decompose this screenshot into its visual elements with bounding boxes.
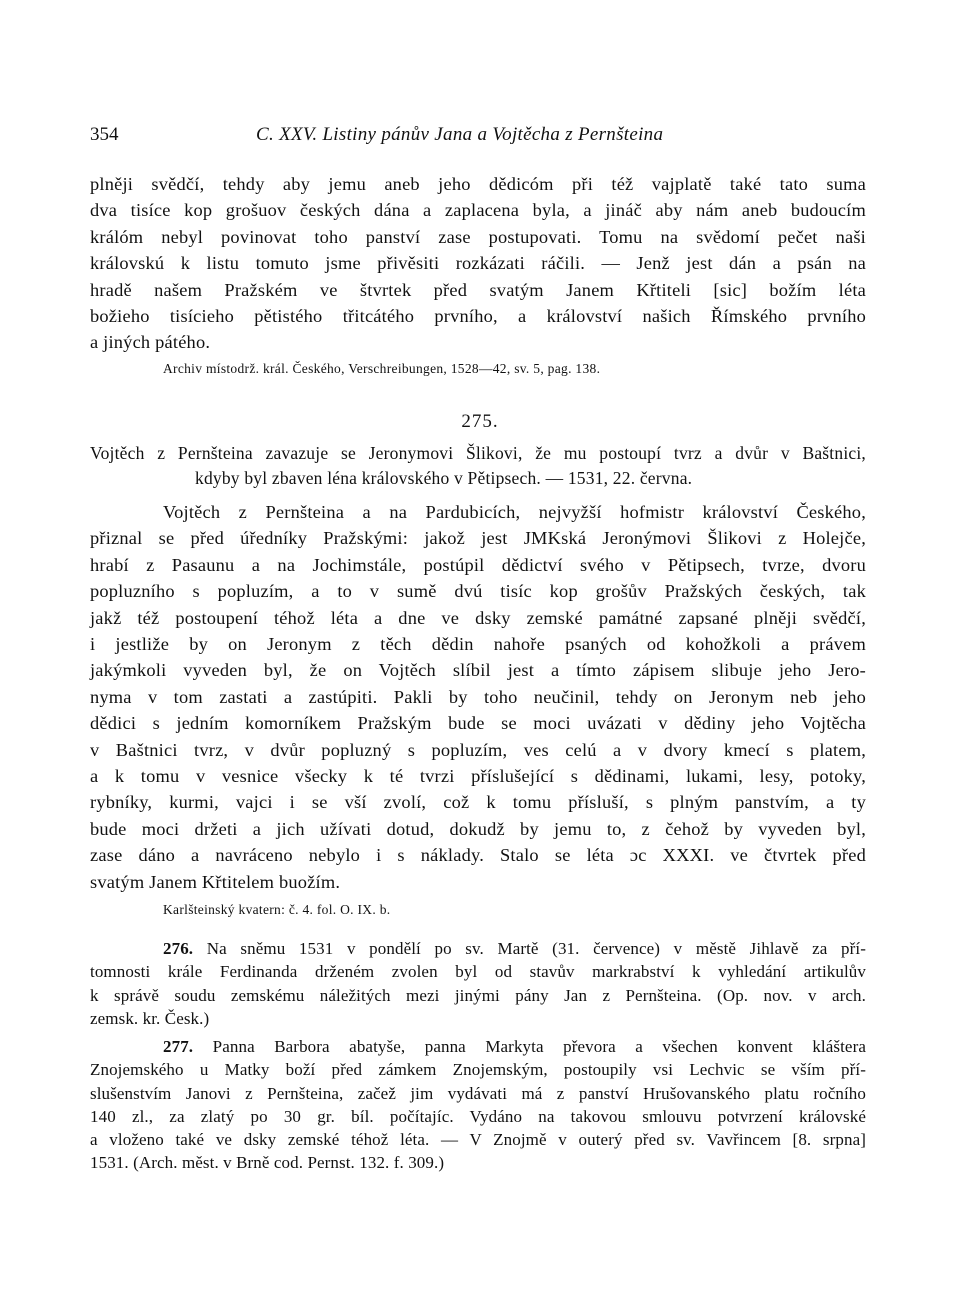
source-note: Karlšteinský kvatern: č. 4. fol. O. IX. b. (163, 902, 391, 917)
text-line: a k tomu v vesnice všecky k té tvrzi příslušející s dědinami, lukami, lesy, potoky, (90, 766, 866, 787)
text-line: slušenstvím Janovi z Pernšteina, začež jim vydávati má z panství Hrušovanského platu ročního (90, 1083, 866, 1103)
text-line: rybníky, kurmi, vajci i se vší zvolí, což k tomu přísluší, s plným panstvím, a ty (90, 792, 866, 813)
text-line: zase dáno a navráceno nebylo i s náklady. Stalo se léta ɔc XXXI. ve čtvrtek před (90, 845, 866, 866)
text-line: jakž též postoupení téhož léta a dne ve dsky zemské památné zapsané plněji svědčí, (90, 607, 866, 628)
text-line: v Baštnici tvrz, v dvůr popluzný s popluzím, ves celú a v dvory kmecí s platem, (90, 739, 866, 760)
running-head: C. XXV. Listiny pánův Jana a Vojtěcha z Pernšteina (256, 124, 664, 145)
entry-number: 277. (163, 1037, 194, 1056)
text-line: královskú k listu tomuto jsme přivěsiti rozkázati ráčili. — Jenž jest dán a psán na (90, 253, 866, 274)
regest-line: kdyby byl zbaven léna královského v Pětipsech. — 1531, 22. června. (195, 468, 693, 488)
document-number: 275. (461, 411, 499, 432)
text-line: a jiných pátého. (90, 332, 211, 353)
entry-276 (90, 937, 866, 1030)
text-line: a vloženo také ve dsky zemské téhož léta. — V Znojmě v outerý před sv. Vavřincem [8. srpna] (90, 1130, 866, 1150)
text-line: králóm nebyl povinovat toho panství zase postupovati. Tomu na svědomí pečet naši (90, 226, 866, 247)
entry-277 (90, 1035, 866, 1175)
text-line (90, 1035, 866, 1058)
text-line: jakýmkoli vyveden byl, že on Vojtěch slíbil jest a tímto zápisem slibuje jeho Jero- (90, 660, 866, 681)
entry-line-text: Panna Barbora abatyše, panna Markyta převora a všechen konvent kláštera (212, 1037, 866, 1056)
entry-number: 276. (163, 939, 194, 958)
regest-line: Vojtěch z Pernšteina zavazuje se Jeronymovi Šlikovi, že mu postoupí tvrz a dvůr v Baštnici, (90, 443, 866, 463)
text-line: přiznal se před úředníky Pražskými: jakož jest JMKská Jeronýmovi Šlikovi z Holejče, (90, 528, 866, 549)
text-line: bude moci držeti a jich užívati dotud, dokudž by jemu to, z čehož by vyveden byl, (90, 818, 866, 839)
text-line: Znojemského u Matky boží před zámkem Znojemským, postoupily vsi Lechvic se vším pří- (90, 1060, 866, 1080)
text-line: k správě soudu zemskému náležitých mezi jinými pány Jan z Pernšteina. (Op. nov. v arch. (90, 985, 866, 1005)
text-line: hradě našem Pražském ve štvrtek před svatým Janem Křtiteli [sic] božím léta (90, 279, 866, 300)
text-line: dědici s jedním komorníkem Pražským bude se moci uvázati v dědiny jeho Vojtěcha (90, 713, 866, 734)
page-header (90, 124, 870, 148)
text-line: svatým Janem Křtitelem buožím. (90, 871, 341, 892)
continuation-text (90, 171, 866, 356)
text-line: zemsk. kr. Česk.) (90, 1008, 210, 1028)
regest (90, 441, 866, 491)
text-line: i jestliže by on Jeronym z těch dědin nahoře psaných od kohožkoli a právem (90, 634, 866, 655)
entry-line-text: Na sněmu 1531 v pondělí po sv. Martě (31. července) v městě Jihlavě za pří- (206, 939, 866, 958)
text-line: 140 zl., za zlatý po 30 gr. bíl. počítajíc. Vydáno na takovou smlouvu potvrzení královské (90, 1106, 866, 1126)
text-line: božieho tisícieho pětistého třitcátého prvního, a království našich Římského prvního (90, 306, 866, 327)
page-number: 354 (90, 124, 119, 145)
text-line: tomnosti krále Ferdinanda drženém zvolen byl od stavův markrabství k vyhledání artikulův (90, 962, 866, 982)
text-line: plněji svědčí, tehdy aby jemu aneb jeho dědicóm při též vajplatě také tato suma (90, 174, 866, 194)
text-line (90, 937, 866, 960)
text-line: hrabí z Pasaunu a na Jochimstále, postúpil dědictví svého v Pětipsech, tvrze, dvoru (90, 554, 866, 575)
text-line: 1531. (Arch. měst. v Brně cod. Pernst. 132. f. 309.) (90, 1153, 445, 1173)
text-line: Vojtěch z Pernšteina a na Pardubicích, nejvyžší hofmistr království Českého, (163, 502, 866, 522)
source-note: Archiv místodrž. král. Českého, Verschreibungen, 1528—42, sv. 5, pag. 138. (163, 361, 601, 376)
text-line: nyma v tom zastati a zastúpiti. Pakli by toho neučinil, tehdy on Jeronym neb jeho (90, 686, 866, 707)
document-text (90, 499, 866, 895)
text-line: dva tisíce kop grošuov českých dána a zaplacena byla, a jináč aby nám aneb budoucím (90, 200, 866, 221)
text-line: popluzního s popluzím, a to v sumě dvú tisíc kop grošův Pražských českých, tak (90, 581, 866, 602)
